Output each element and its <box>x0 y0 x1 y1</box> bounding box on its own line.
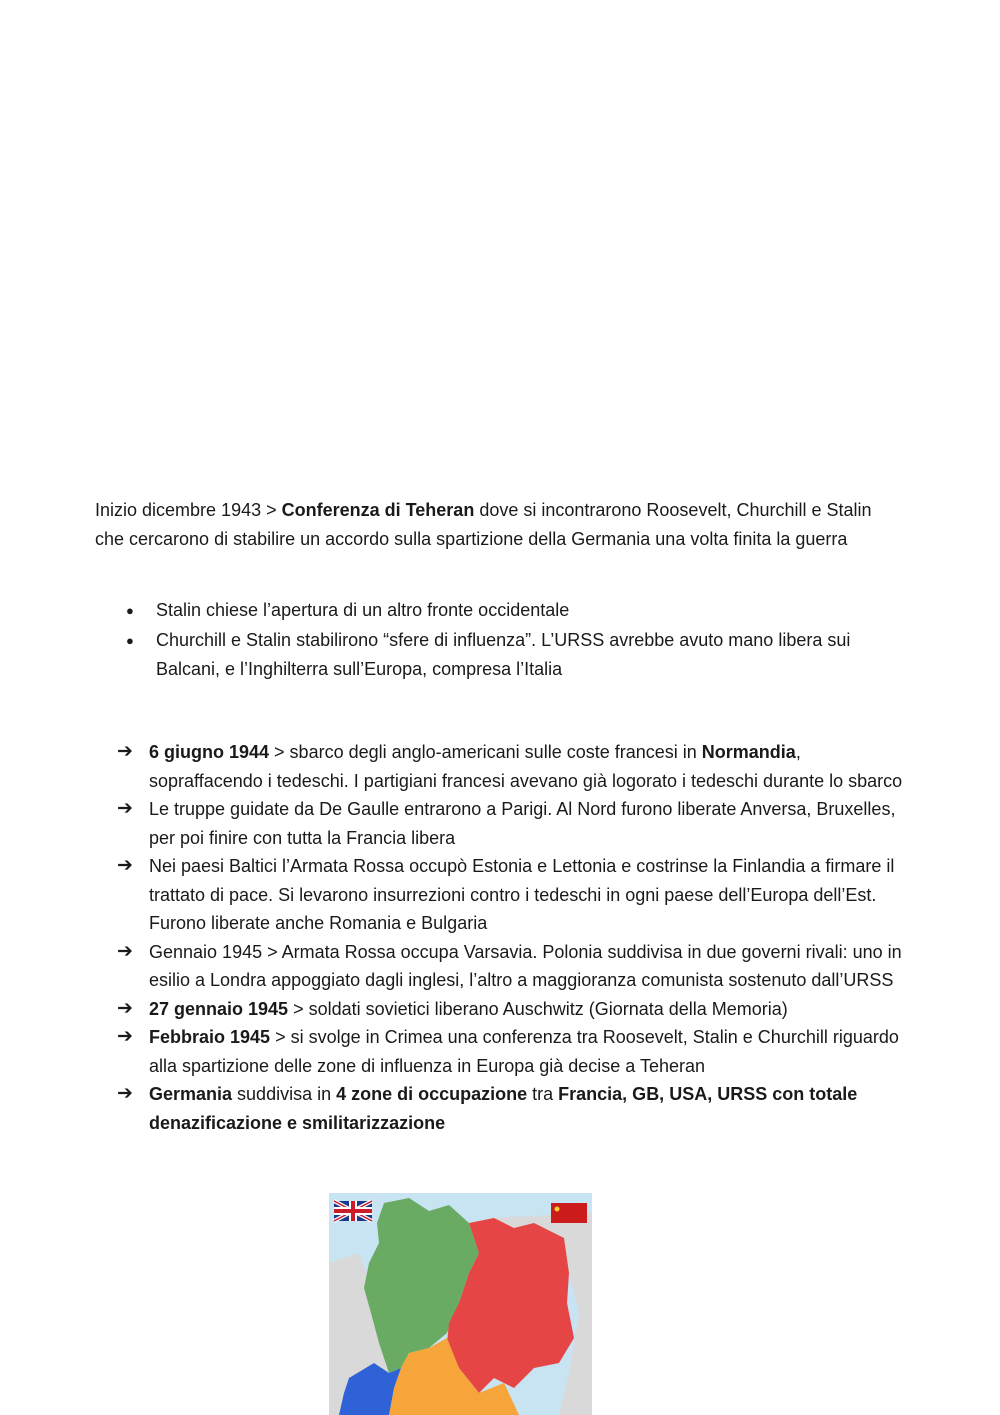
intro-prefix: Inizio dicembre 1943 > <box>95 500 282 520</box>
list-item <box>117 738 912 795</box>
bullet-icon: ● <box>126 632 134 648</box>
arrow-right-icon: ➔ <box>117 1026 133 1047</box>
item-text: tra <box>527 1084 559 1104</box>
bold-text: Normandia <box>701 742 796 762</box>
item-text: > soldati sovietici liberano Auschwitz (Giornata della Memoria) <box>288 998 788 1019</box>
bold-text: Francia, GB, USA, URSS con totale denazificazione e smilitarizzazione <box>149 1084 858 1133</box>
list-item <box>117 938 912 995</box>
bullet-list <box>95 596 910 685</box>
item-text: Gennaio 1945 > Armata Rossa occupa Varsavia. Polonia suddivisa in due governi rivali: uno in esilio a Londra appoggiato dagli inglesi, l’altro a maggioranza comunista sostenuto dall’URSS <box>149 941 902 990</box>
item-text: > sbarco degli anglo-americani sulle coste francesi in <box>269 742 702 762</box>
item-text: > si svolge in Crimea una conferenza tra Roosevelt, Stalin e Churchill riguardo alla spartizione delle zone di influenza in Europa già decise a Teheran <box>149 1027 899 1076</box>
map-svg <box>329 1193 592 1415</box>
item-text: Le truppe guidate da De Gaulle entrarono a Parigi. Al Nord furono liberate Anversa, Bruxelles, per poi finire con tutta la Francia libera <box>149 799 896 848</box>
bold-text: Febbraio 1945 <box>149 1027 271 1047</box>
list-item <box>117 1023 912 1080</box>
arrow-right-icon: ➔ <box>117 997 133 1019</box>
bold-text: 4 zone di occupazione <box>336 1084 528 1104</box>
arrow-list <box>117 738 912 1137</box>
soviet-flag-icon <box>551 1203 587 1223</box>
item-text: suddivisa in <box>232 1084 337 1104</box>
bullet-icon: ● <box>126 603 134 618</box>
intro-bold: Conferenza di Teheran <box>281 500 475 520</box>
arrow-right-icon: ➔ <box>117 855 133 876</box>
list-item <box>117 795 912 852</box>
bold-text: 6 giugno 1944 <box>149 742 270 762</box>
list-item <box>95 626 910 685</box>
arrow-right-icon: ➔ <box>117 1083 133 1104</box>
item-text: , sopraffacendo i tedeschi. I partigiani francesi avevano già logorato i tedeschi durante lo sbarco <box>149 742 903 791</box>
arrow-right-icon: ➔ <box>117 798 133 819</box>
bold-text: 27 gennaio 1945 <box>149 998 289 1019</box>
list-item <box>117 995 912 1024</box>
germany-occupation-map <box>329 1193 592 1415</box>
bullet-text: Stalin chiese l’apertura di un altro fronte occidentale <box>156 600 570 620</box>
list-item <box>117 1080 912 1137</box>
intro-paragraph <box>95 496 905 553</box>
list-item <box>95 596 910 626</box>
bold-text: Germania <box>149 1084 233 1104</box>
intro-rest: dove si incontrarono Roosevelt, Churchill e Stalin che cercarono di stabilire un accordo sulla spartizione della Germania una volta finita la guerra <box>95 500 872 549</box>
arrow-right-icon: ➔ <box>117 940 133 962</box>
list-item <box>117 852 912 938</box>
bullet-text: Churchill e Stalin stabilirono “sfere di influenza”. L’URSS avrebbe avuto mano libera sui Balcani, e l’Inghilterra sull’Europa, compresa l’Italia <box>156 629 851 679</box>
arrow-right-icon: ➔ <box>117 741 133 762</box>
uk-flag-icon <box>334 1201 372 1221</box>
item-text: Nei paesi Baltici l’Armata Rossa occupò Estonia e Lettonia e costrinse la Finlandia a firmare il trattato di pace. Si levarono insurrezioni contro i tedeschi in ogni paese dell’Europa dell’Est. Furono liberate anche Romania e Bulgaria <box>149 856 895 933</box>
